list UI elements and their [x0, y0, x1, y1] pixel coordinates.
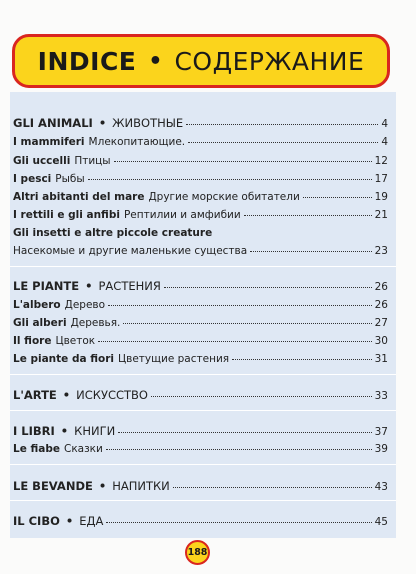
toc-page-number: 39	[374, 443, 388, 455]
toc-entry-italian: Gli uccelli	[13, 155, 71, 167]
toc-entry-italian: GLI ANIMALI	[13, 116, 93, 130]
toc-separator: •	[98, 116, 107, 130]
dot-leader	[232, 359, 372, 360]
toc-section-animali[interactable]	[13, 116, 388, 130]
toc-entry-italian: IL CIBO	[13, 514, 60, 528]
dot-leader	[186, 124, 378, 125]
toc-entry-italian: I rettili e gli anfibi	[13, 209, 120, 221]
toc-separator: •	[85, 279, 93, 293]
toc-entry-rettili[interactable]	[13, 209, 388, 221]
dot-leader	[173, 487, 372, 488]
toc-separator: •	[62, 388, 71, 402]
toc-page-number: 21	[374, 209, 388, 221]
section-divider	[10, 464, 396, 465]
toc-entry-italian: I LIBRI	[13, 424, 55, 438]
toc-separator: •	[98, 479, 107, 493]
toc-entry-russian: Рептилии и амфибии	[123, 209, 241, 221]
dot-leader	[106, 449, 372, 450]
section-divider	[10, 374, 396, 375]
toc-separator: •	[65, 514, 74, 528]
toc-entry-russian: Млекопитающие.	[88, 136, 186, 148]
toc-entry-italian: Gli alberi	[13, 317, 67, 329]
dot-leader	[106, 522, 371, 523]
toc-entry-italian: I mammiferi	[13, 136, 85, 148]
toc-entry-russian: Насекомые и другие маленькие существа	[13, 245, 248, 257]
header-title-russian: СОДЕРЖАНИЕ	[174, 46, 365, 76]
dot-leader	[164, 287, 372, 288]
toc-entry-uccelli[interactable]	[13, 155, 388, 167]
toc-entry-russian: КНИГИ	[74, 424, 116, 438]
dot-leader	[98, 341, 371, 342]
toc-entry-russian: НАПИТКИ	[112, 479, 170, 493]
toc-page-number: 33	[374, 390, 388, 402]
contents-header	[12, 34, 390, 88]
toc-entry-italian: L'albero	[13, 299, 61, 311]
toc-entry-russian: ЕДА	[79, 514, 104, 528]
toc-section-bevande[interactable]	[13, 479, 388, 493]
toc-entry-russian: ИСКУССТВО	[76, 388, 148, 402]
toc-entry-russian: РАСТЕНИЯ	[98, 279, 161, 293]
toc-page-number: 27	[374, 317, 388, 329]
toc-entry-insetti-title[interactable]	[13, 227, 388, 239]
toc-entry-italian: Il fiore	[13, 335, 52, 347]
dot-leader	[88, 179, 372, 180]
toc-entry-italian: L'ARTE	[13, 388, 57, 402]
toc-entry-pesci[interactable]	[13, 173, 388, 185]
dot-leader	[151, 396, 372, 397]
toc-entry-albero[interactable]	[13, 299, 388, 311]
toc-page-number: 19	[374, 191, 388, 203]
toc-entry-russian: Деревья.	[70, 317, 121, 329]
dot-leader	[123, 323, 371, 324]
toc-entry-italian: Altri abitanti del mare	[13, 191, 145, 203]
toc-entry-italian: Le piante da fiori	[13, 353, 114, 365]
header-title-italian: INDICE	[37, 46, 137, 76]
toc-page-number: 12	[374, 155, 388, 167]
toc-section-piante[interactable]	[13, 279, 388, 293]
toc-entry-russian: Дерево	[64, 299, 106, 311]
toc-entry-russian: Цветущие растения	[117, 353, 230, 365]
toc-page-number: 37	[374, 426, 388, 438]
toc-entry-mammiferi[interactable]	[13, 136, 388, 148]
toc-section-arte[interactable]	[13, 388, 388, 402]
toc-entry-russian: Сказки	[63, 443, 103, 455]
toc-entry-italian: I pesci	[13, 173, 52, 185]
toc-entry-italian: LE PIANTE	[13, 279, 80, 293]
toc-section-cibo[interactable]	[13, 514, 388, 528]
toc-page-number: 4	[381, 136, 388, 148]
section-divider	[10, 266, 396, 267]
dot-leader	[188, 142, 378, 143]
dot-leader	[250, 251, 371, 252]
toc-entry-insetti-subtitle[interactable]	[13, 245, 388, 257]
toc-page-number: 4	[381, 118, 388, 130]
dot-leader	[118, 432, 371, 433]
toc-entry-altri[interactable]	[13, 191, 388, 203]
toc-entry-fiore[interactable]	[13, 335, 388, 347]
toc-page-number: 30	[374, 335, 388, 347]
toc-entry-russian: ЖИВОТНЫЕ	[112, 116, 184, 130]
section-divider	[10, 410, 396, 411]
toc-separator: •	[60, 424, 69, 438]
header-separator: •	[148, 48, 163, 74]
dot-leader	[303, 197, 372, 198]
section-divider	[10, 500, 396, 501]
toc-page-number: 26	[374, 281, 388, 293]
dot-leader	[244, 215, 372, 216]
toc-entry-russian: Птицы	[74, 155, 111, 167]
dot-leader	[114, 161, 372, 162]
toc-entry-italian: Gli insetti e altre piccole creature	[13, 227, 213, 239]
toc-entry-italian: LE BEVANDE	[13, 479, 93, 493]
toc-page-number: 17	[374, 173, 388, 185]
toc-page-number: 45	[374, 516, 388, 528]
toc-entry-russian: Другие морские обитатели	[148, 191, 300, 203]
toc-entry-alberi[interactable]	[13, 317, 388, 329]
toc-entry-piante-fiori[interactable]	[13, 353, 388, 365]
toc-page-number: 26	[374, 299, 388, 311]
toc-page-number: 23	[374, 245, 388, 257]
toc-entry-fiabe[interactable]	[13, 443, 388, 455]
toc-section-libri[interactable]	[13, 424, 388, 438]
toc-entry-russian: Цветок	[55, 335, 96, 347]
page-number-badge: 188	[185, 540, 210, 565]
toc-page-number: 43	[374, 481, 388, 493]
toc-entry-italian: Le fiabe	[13, 443, 60, 455]
toc-entry-russian: Рыбы	[55, 173, 85, 185]
toc-page-number: 31	[374, 353, 388, 365]
dot-leader	[108, 305, 372, 306]
